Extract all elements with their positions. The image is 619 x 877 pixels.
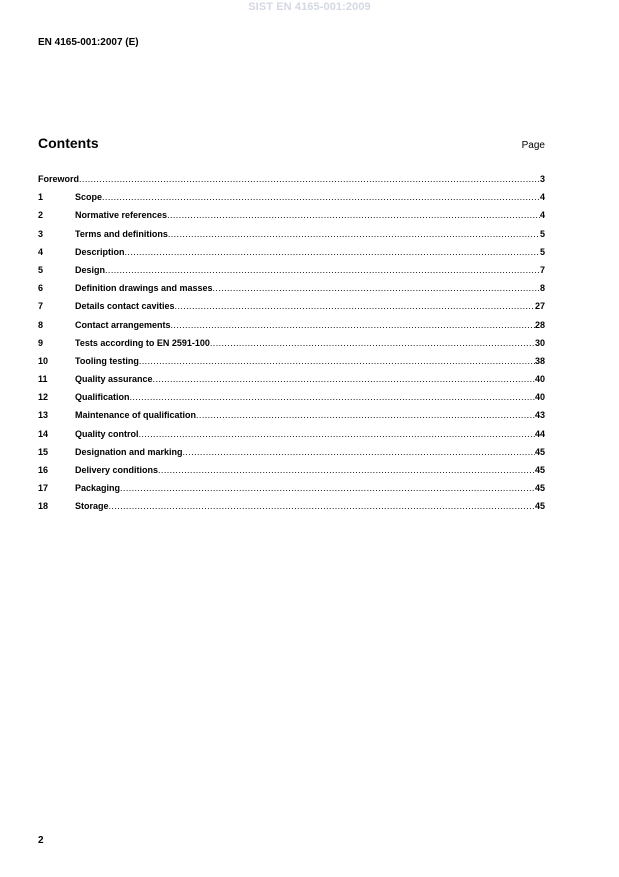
toc-leader-dots [139, 356, 535, 366]
toc-leader-dots [183, 447, 535, 457]
toc-entry-page: 4 [539, 192, 545, 203]
toc-entry-number: 18 [38, 501, 49, 512]
toc-entry-page: 45 [534, 483, 545, 494]
toc-entry-title: Tests according to EN 2591-100 [75, 337, 210, 348]
toc-entry-title: Details contact cavities [75, 301, 175, 312]
toc-leader-dots [175, 301, 535, 311]
toc-entry-number: 16 [38, 465, 49, 475]
toc-entry-page: 40 [534, 374, 545, 385]
watermark-text: SIST EN 4165-001:2009 [248, 1, 371, 13]
toc-leader-dots [153, 374, 535, 384]
toc-leader-dots [79, 174, 540, 184]
toc-entry-page: 4 [539, 210, 545, 221]
toc-entry-title: Storage [75, 501, 109, 512]
toc-entry-page: 38 [534, 355, 545, 366]
toc-entry-title: Packaging [75, 483, 121, 494]
toc-entry-page: 30 [534, 337, 545, 348]
toc-entry[interactable] [38, 265, 545, 283]
toc-entry-page: 8 [539, 283, 545, 294]
toc-entry-number: 5 [38, 264, 44, 275]
toc-entry-number: 1 [38, 192, 44, 203]
toc-entry[interactable] [38, 247, 545, 265]
toc-entry-page: 40 [534, 392, 545, 403]
toc-entry-title: Design [75, 264, 106, 275]
toc-entry-number: 15 [38, 446, 49, 457]
toc-leader-dots [139, 429, 535, 439]
toc-entry[interactable] [38, 429, 545, 447]
toc-leader-dots [130, 392, 535, 402]
toc-entry-title: Qualification [75, 392, 130, 403]
toc-entry-title: Delivery conditions [75, 465, 159, 475]
toc-entry-title: Definition drawings and masses [75, 283, 213, 294]
toc-entry-number: 2 [38, 210, 44, 221]
toc-leader-dots [120, 483, 535, 493]
toc-entry-title: Normative references [75, 210, 168, 221]
toc-entry-page: 5 [539, 228, 545, 239]
toc-entry-title: Scope [75, 192, 103, 203]
toc-entry-page: 28 [534, 319, 545, 330]
toc-entry-number: 6 [38, 283, 44, 294]
toc-entry-title: Quality control [75, 428, 139, 439]
toc-entry-title: Description [75, 246, 125, 257]
toc-entry-title: Terms and definitions [75, 228, 168, 239]
toc-entry-title: Quality assurance [75, 374, 153, 385]
toc-entry[interactable] [38, 374, 545, 392]
toc-entry[interactable] [38, 320, 545, 338]
toc-entry-page: 45 [534, 501, 545, 512]
toc-entry[interactable] [38, 392, 545, 410]
toc-entry-page: 43 [534, 410, 545, 421]
toc-entry-title: Foreword [38, 174, 80, 184]
toc-leader-dots [125, 247, 540, 257]
toc-entry-number: 13 [38, 410, 49, 421]
toc-leader-dots [213, 283, 540, 293]
toc-entry[interactable] [38, 301, 545, 319]
table-of-contents [38, 174, 545, 520]
toc-entry[interactable] [38, 483, 545, 501]
toc-entry-page: 45 [534, 465, 545, 475]
toc-entry-page: 5 [539, 246, 545, 257]
toc-leader-dots [210, 338, 535, 348]
toc-entry[interactable] [38, 210, 545, 228]
toc-entry-title: Tooling testing [75, 355, 139, 366]
contents-heading: Contents [38, 135, 99, 151]
toc-entry[interactable] [38, 192, 545, 210]
toc-entry-page: 45 [534, 446, 545, 457]
toc-entry-title: Designation and marking [75, 446, 183, 457]
toc-leader-dots [158, 465, 535, 475]
toc-entry-page: 27 [534, 301, 545, 312]
toc-entry-number: 3 [38, 228, 44, 239]
toc-entry-number: 14 [38, 428, 49, 439]
toc-entry-page: 44 [534, 428, 545, 439]
toc-entry-title: Maintenance of qualification [75, 410, 197, 421]
toc-entry-page: 7 [539, 264, 545, 275]
toc-leader-dots [196, 410, 535, 420]
toc-entry[interactable] [38, 447, 545, 465]
toc-entry[interactable] [38, 229, 545, 247]
toc-entry[interactable] [38, 338, 545, 356]
toc-leader-dots [168, 229, 540, 239]
toc-leader-dots [105, 265, 540, 275]
toc-entry[interactable] [38, 356, 545, 374]
toc-entry-number: 4 [38, 246, 44, 257]
toc-entry[interactable] [38, 465, 545, 483]
toc-entry-number: 12 [38, 392, 49, 403]
toc-entry-number: 7 [38, 301, 44, 312]
toc-leader-dots [109, 501, 535, 511]
toc-entry[interactable] [38, 283, 545, 301]
page-number: 2 [38, 835, 44, 846]
toc-entry[interactable] [38, 501, 545, 519]
toc-entry-page: 3 [539, 174, 545, 184]
toc-entry-number: 9 [38, 337, 44, 348]
toc-leader-dots [171, 320, 535, 330]
toc-leader-dots [102, 192, 540, 202]
toc-entry-foreword[interactable] [38, 174, 545, 192]
page-column-label: Page [521, 140, 545, 151]
toc-entry-number: 11 [38, 374, 48, 385]
toc-entry-title: Contact arrangements [75, 319, 171, 330]
toc-entry[interactable] [38, 410, 545, 428]
toc-leader-dots [167, 210, 540, 220]
toc-entry-number: 17 [38, 483, 49, 494]
toc-entry-number: 10 [38, 355, 49, 366]
document-id: EN 4165-001:2007 (E) [38, 37, 139, 48]
toc-entry-number: 8 [38, 319, 44, 330]
